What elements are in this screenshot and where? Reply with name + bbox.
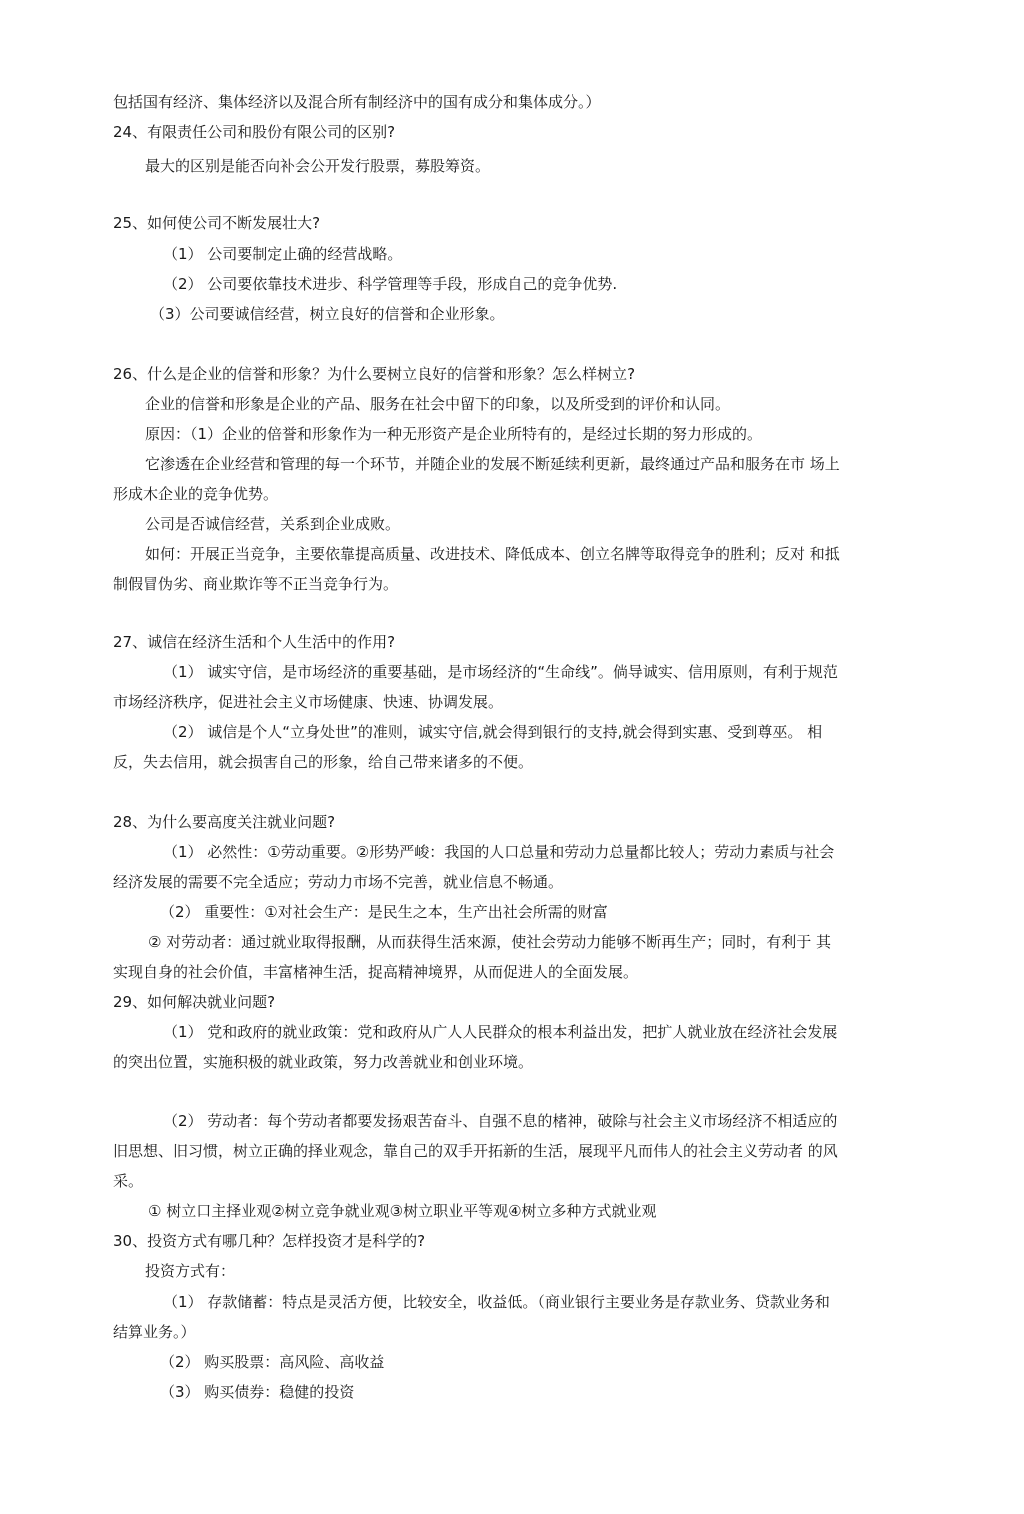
- list-item: （2） 劳动者：每个劳动者都要发扬艰苦奋斗、自强不息的楮神，破除与社会主义市场经济不相适应的: [163, 1112, 838, 1130]
- list-item: （2） 重要性：①对社会生产：是民生之本，生产出社会所需的财富: [160, 903, 608, 921]
- text-line: 反，失去信用，就会损害自己的形象，给自己带来诸多的不便。: [113, 753, 534, 771]
- list-item: （2） 诚信是个人“立身处世”的准则，诚实守信,就会得到银行的支持,就会得到实惠、受到尊巫。 相: [163, 723, 823, 741]
- question-heading: 25、如何使公司不断发展壮大?: [113, 214, 321, 232]
- text-line: 它渗透在企业经营和管理的每一个环节，并随企业的发展不断延续利更新，最终通过产品和服务在市 场上: [145, 455, 840, 473]
- text-line: 如何：开展正当竞争，主要依靠提高质量、改进技术、降低成本、创立名牌等取得竞争的胜利；反对 和抵: [145, 545, 840, 563]
- question-heading: 28、为什么要高度关注就业问题?: [113, 813, 336, 831]
- list-item: （1） 诚实守信，是市场经济的重要基础，是市场经济的“生命线”。倘导诚实、信用原则，有利于规范: [163, 663, 838, 681]
- question-heading: 24、有限责任公司和股份有限公司的区别?: [113, 123, 396, 141]
- text-line: 经济发展的需要不完全适应；劳动力市场不完善，就业信息不畅通。: [113, 873, 564, 891]
- list-item: （1） 必然性：①劳动重要。②形势严峻：我国的人口总量和劳动力总量都比较人；劳动力素质与社会: [163, 843, 835, 861]
- text-line: 结算业务。）: [113, 1323, 196, 1341]
- list-item: ① 树立口主择业观②树立竞争就业观③树立职业平等观④树立多种方式就业观: [148, 1202, 657, 1220]
- text-line: 原因：（1）企业的倍誉和形象作为一种无形资产是企业所特有的，是经过长期的努力形成的。: [145, 425, 763, 443]
- text-line: 市场经济秩序，促进社会主义市场健康、快速、协调发展。: [113, 693, 504, 711]
- question-heading: 29、如何解决就业问题?: [113, 993, 276, 1011]
- text-line: 包括国有经济、集体经济以及混合所有制经济中的国有成分和集体成分。）: [113, 93, 601, 111]
- list-item: （3）公司要诚信经营，树立良好的信誉和企业形象。: [150, 305, 505, 323]
- text-line: 公司是否诚信经营，关系到企业成败。: [145, 515, 401, 533]
- text-line: 企业的信誉和形象是企业的产品、服务在社会中留下的印象，以及所受到的评价和认同。: [145, 395, 731, 413]
- list-item: （1） 党和政府的就业政策：党和政府从广人人民群众的根本利益出发，把扩人就业放在经济社会发展: [163, 1023, 838, 1041]
- list-item: （1） 公司要制定止确的经营战略。: [163, 245, 403, 263]
- text-line: 制假冒伪劣、商业欺诈等不正当竞争行为。: [113, 575, 399, 593]
- text-line: 采。: [113, 1172, 144, 1190]
- text-line: 的突出位置，实施积极的就业政策，努力改善就业和创业环境。: [113, 1053, 534, 1071]
- question-heading: 30、投资方式有哪几种？怎样投资才是科学的?: [113, 1232, 426, 1250]
- list-item: （1） 存款储蓄：特点是灵活方便，比较安全，收益低。（商业银行主要业务是存款业务、贷款业务和: [163, 1293, 830, 1311]
- text-line: 旧思想、旧习惯，树立正确的择业观念，靠自己的双手开拓新的生活，展现平凡而伟人的社会主义劳动者 的风: [113, 1142, 838, 1160]
- question-heading: 27、诚信在经济生活和个人生活中的作用?: [113, 633, 396, 651]
- text-line: 最大的区别是能否向补会公开发行股票，募股筹资。: [145, 157, 491, 175]
- text-line: 形成木企业的竞争优势。: [113, 485, 279, 503]
- list-item: ② 对劳动者：通过就业取得报酬，从而获得生活來源，使社会劳动力能够不断再生产；同时，有利于 其: [148, 933, 831, 951]
- text-line: 实现自身的社会价值，丰富楮神生活，捉高精神境界，从而促进人的全面发展。: [113, 963, 639, 981]
- list-item: （2） 购买股票：高风险、高收益: [160, 1353, 385, 1371]
- list-item: （3） 购买债券：稳健的投资: [160, 1383, 355, 1401]
- question-heading: 26、什么是企业的信誉和形象？为什么要树立良好的信誉和形象？怎么样树立?: [113, 365, 636, 383]
- list-item: （2） 公司要依靠技术进步、科学管理等手段，形成自己的竞争优势.: [163, 275, 618, 293]
- text-line: 投资方式有：: [145, 1262, 236, 1280]
